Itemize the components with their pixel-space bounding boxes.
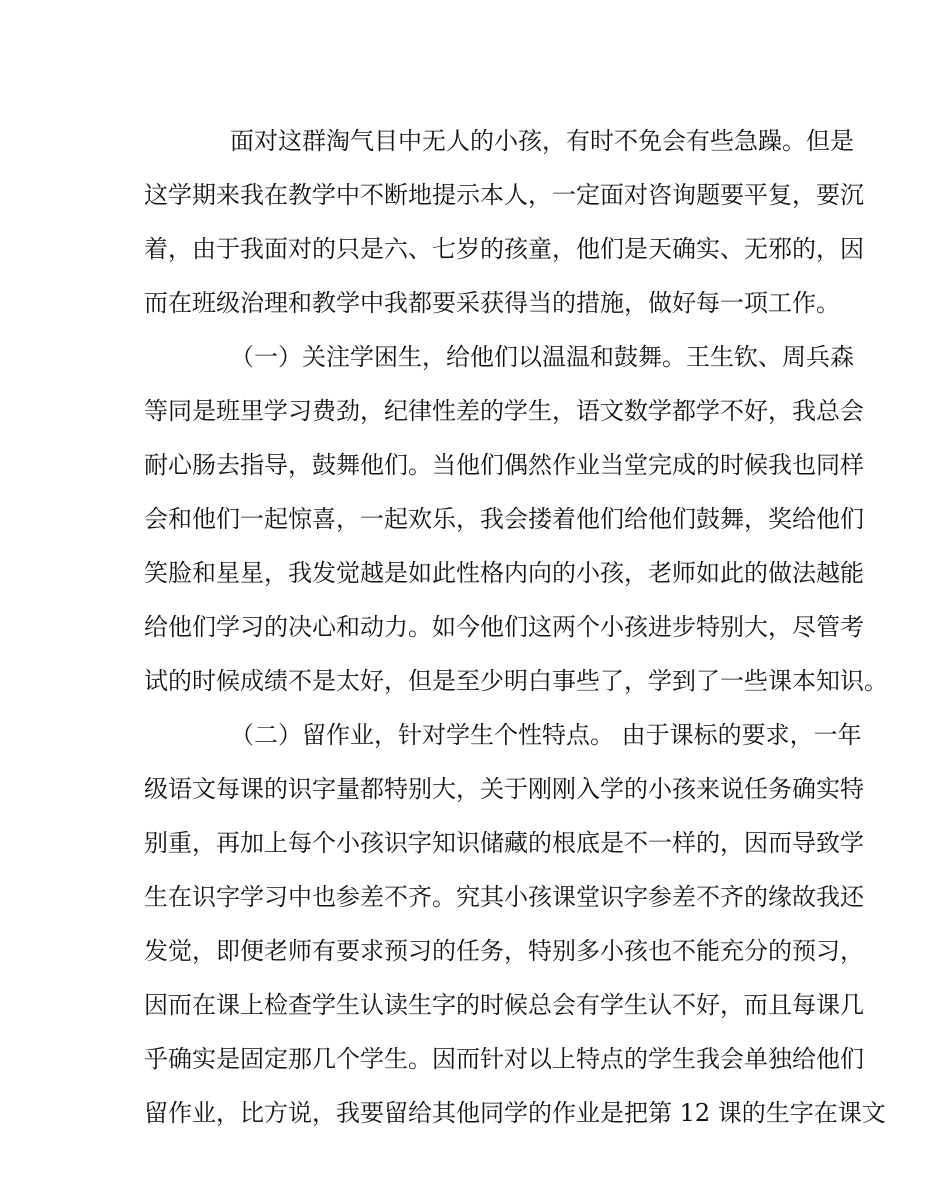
text-line: 会和他们一起惊喜，一起欢乐，我会搂着他们给他们鼓舞，奖给他们 bbox=[144, 505, 864, 533]
paragraph-section-one bbox=[144, 343, 888, 722]
text-line: 面对这群淘气目中无人的小孩，有时不免会有些急躁。但是 bbox=[230, 127, 854, 155]
text-line: 因而在课上检查学生认读生字的时候总会有学生认不好，而且每课几 bbox=[144, 991, 864, 1019]
paragraph-section-two bbox=[144, 721, 886, 1154]
text-line: 等同是班里学习费劲，纪律性差的学生，语文数学都学不好，我总会 bbox=[144, 397, 864, 425]
text-line: 着，由于我面对的只是六、七岁的孩童，他们是天确实、无邪的，因 bbox=[144, 235, 864, 263]
document-body bbox=[144, 127, 888, 1154]
text-line: 乎确实是固定那几个学生。因而针对以上特点的学生我会单独给他们 bbox=[144, 1045, 864, 1073]
text-line: 笑脸和星星，我发觉越是如此性格内向的小孩，老师如此的做法越能 bbox=[144, 559, 864, 587]
text-line: 而在班级治理和教学中我都要采获得当的措施，做好每一项工作。 bbox=[144, 289, 840, 317]
text-line: 试的时候成绩不是太好，但是至少明白事些了，学到了一些课本知识。 bbox=[144, 667, 888, 695]
text-line: 级语文每课的识字量都特别大，关于刚刚入学的小孩来说任务确实特 bbox=[144, 775, 864, 803]
text-line: 留作业，比方说，我要留给其他同学的作业是把第 12 课的生字在课文 bbox=[144, 1099, 886, 1127]
text-line: 给他们学习的决心和动力。如今他们这两个小孩进步特别大，尽管考 bbox=[144, 613, 864, 641]
text-line: （一）关注学困生，给他们以温温和鼓舞。王生钦、周兵森 bbox=[230, 343, 854, 371]
text-line: （二）留作业，针对学生个性特点。 由于课标的要求，一年 bbox=[230, 721, 862, 749]
text-line: 耐心肠去指导，鼓舞他们。当他们偶然作业当堂完成的时候我也同样 bbox=[144, 451, 864, 479]
text-line: 别重，再加上每个小孩识字知识储藏的根底是不一样的，因而导致学 bbox=[144, 829, 864, 857]
text-line: 发觉，即便老师有要求预习的任务，特别多小孩也不能充分的预习， bbox=[144, 937, 864, 965]
text-line: 生在识字学习中也参差不齐。究其小孩课堂识字参差不齐的缘故我还 bbox=[144, 883, 864, 911]
text-line: 这学期来我在教学中不断地提示本人，一定面对咨询题要平复，要沉 bbox=[144, 181, 864, 209]
paragraph-intro bbox=[144, 127, 864, 344]
